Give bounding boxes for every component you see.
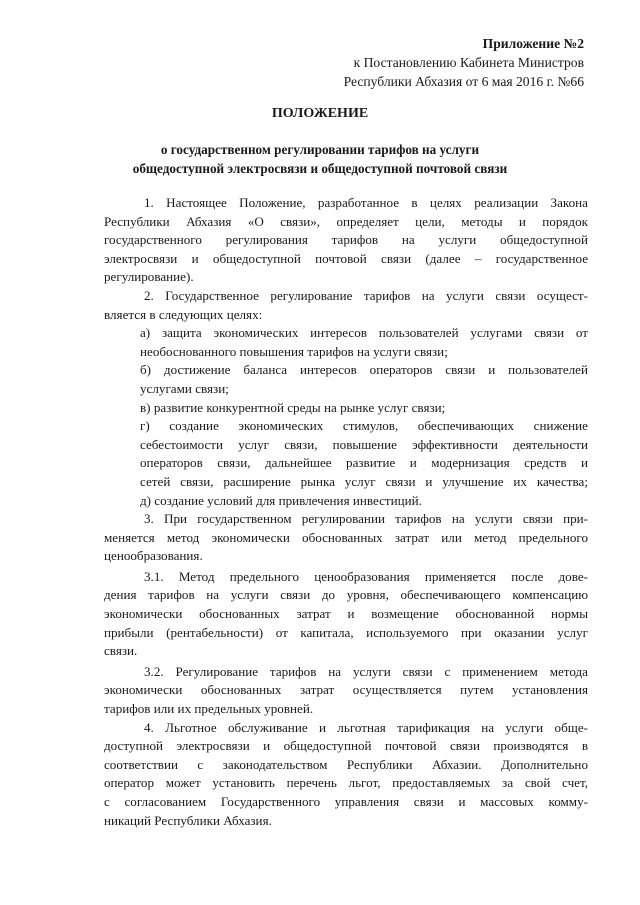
text-line: 3. При государственном регулировании тарифов на услуги связи при- xyxy=(144,511,588,527)
text-line: прибыли (рентабельности) от капитала, используемого при оказании услуг xyxy=(104,624,588,640)
text-line: с согласованием Государственного управления связи и массовых комму- xyxy=(104,794,588,809)
text-line: Республики Абхазия «О связи», определяет цели, методы и порядок xyxy=(104,213,588,229)
text-line: доступной электросвязи и общедоступной почтовой связи производятся в xyxy=(104,738,588,754)
subtitle-line-1: о государственном регулировании тарифов на услуги xyxy=(160,142,480,157)
text-line: тарифов или их предельных уровней. xyxy=(104,701,314,717)
text-line: 1. Настоящее Положение, разработанное в целях реализации Закона xyxy=(144,195,588,210)
text-line: 2. Государственное регулирование тарифов на услуги связи осущест- xyxy=(144,287,588,303)
text-line: операторов связи, дальнейшее развитие и модернизация средств и xyxy=(140,455,588,471)
text-line: 3.2. Регулирование тарифов на услуги связи с применением метода xyxy=(144,663,588,679)
text-line: оператор может установить перечень льгот, предоставляемых за свой счет, xyxy=(104,775,588,791)
text-line: государственного регулирования тарифов на услуги общедоступной xyxy=(104,232,588,248)
document-subtitle xyxy=(0,140,640,178)
list-item: г) создание экономических стимулов, обеспечивающих снижение xyxy=(140,418,588,434)
text-line: экономически обоснованных затрат осуществляется путем установления xyxy=(104,682,588,698)
list-item: в) развитие конкурентной среды на рынке услуг связи; xyxy=(140,399,446,415)
document-body xyxy=(104,194,588,830)
annex-title: Приложение №2 xyxy=(482,36,584,51)
text-line: 4. Льготное обслуживание и льготная тарификация на услуги обще- xyxy=(144,719,588,735)
text-line: электросвязи и общедоступной почтовой связи (далее – государственное xyxy=(104,250,588,266)
text-line: экономически обоснованных затрат и возмещение обоснованной нормы xyxy=(104,606,588,622)
text-line: меняется метод экономически обоснованных затрат или метод предельного xyxy=(104,529,588,545)
document-title: ПОЛОЖЕНИЕ xyxy=(271,106,369,121)
text-line: связи. xyxy=(104,643,138,659)
text-line: вляется в следующих целях: xyxy=(104,306,263,322)
text-line: никаций Республики Абхазия. xyxy=(104,812,272,828)
text-line: соответствии с законодательством Республики Абхазии. Дополнительно xyxy=(104,756,588,772)
text-line: услугами связи; xyxy=(140,380,229,396)
text-line: 3.1. Метод предельного ценообразования применяется после дове- xyxy=(144,568,588,584)
text-line: сетей связи, расширение рынка услуг связи и улучшение их качества; xyxy=(140,473,588,489)
list-item: д) создание условий для привлечения инвестиций. xyxy=(140,492,422,508)
annex-block xyxy=(344,34,584,91)
list-item: б) достижение баланса интересов операторов связи и пользователей xyxy=(140,362,588,378)
annex-line-1: к Постановлению Кабинета Министров xyxy=(353,55,584,70)
text-line: необоснованного повышения тарифов на услуги связи; xyxy=(140,343,448,359)
annex-line-2: Республики Абхазия от 6 мая 2016 г. №66 xyxy=(343,74,584,89)
text-line: ценообразования. xyxy=(104,548,203,564)
subtitle-line-2: общедоступной электросвязи и общедоступной почтовой связи xyxy=(132,161,508,176)
text-line: регулирование). xyxy=(104,269,194,285)
list-item: а) защита экономических интересов пользователей услугами связи от xyxy=(140,325,588,341)
text-line: себестоимости услуг связи, повышение эффективности деятельности xyxy=(140,436,588,452)
text-line: дения тарифов на услуги связи до уровня, обеспечивающего компенсацию xyxy=(104,587,588,603)
